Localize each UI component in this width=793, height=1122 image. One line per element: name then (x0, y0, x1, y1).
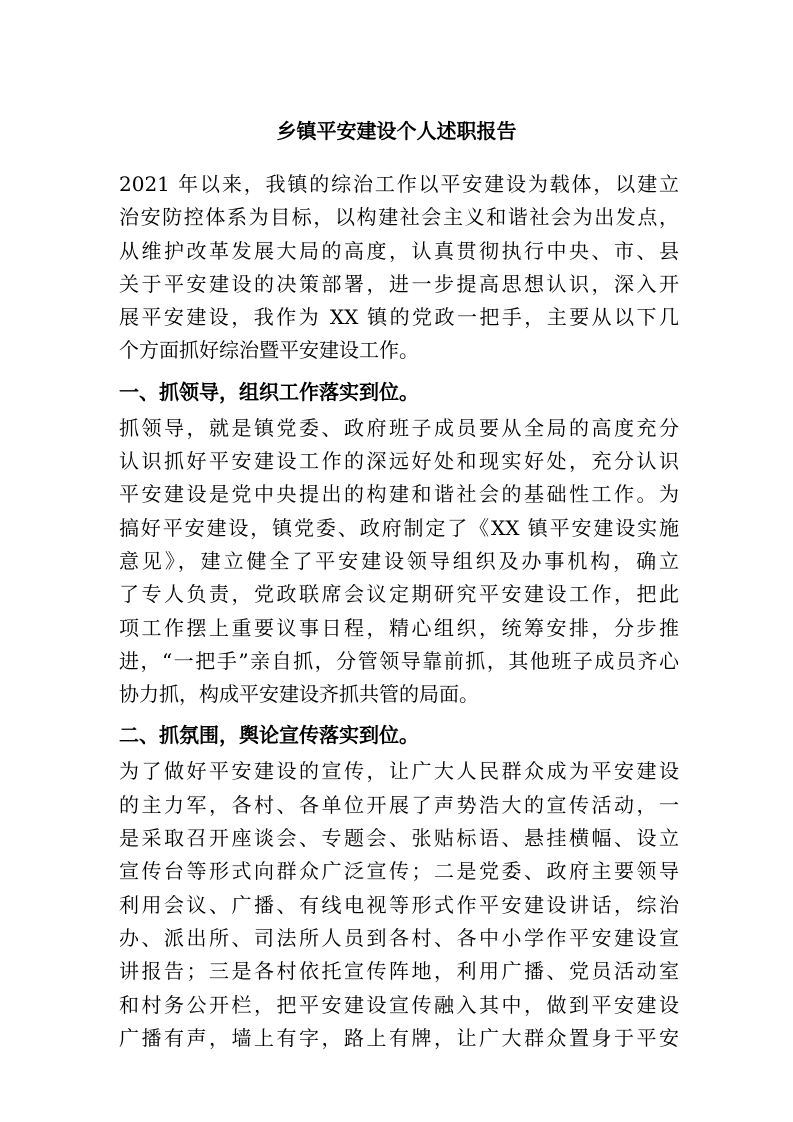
intro-line-6: 个方面抓好综治暨平安建设工作。 (119, 338, 419, 363)
intro-line-2: 治安防控体系为目标，以构建社会主义和谐社会为出发点， (119, 205, 679, 230)
document-body (119, 168, 679, 1055)
section-2-line-7: 讲报告；三是各村依托宣传阵地，利用广播、党员活动室 (119, 959, 679, 984)
section-2-line-4: 宣传台等形式向群众广泛宣传；二是党委、政府主要领导 (119, 859, 679, 884)
section-1-line-8: 进，“一把手”亲自抓，分管领导靠前抓，其他班子成员齐心 (119, 648, 679, 673)
section-1-line-4: 搞好平安建设，镇党委、政府制定了《XX 镇平安建设实施 (119, 515, 679, 540)
document-title: 乡镇平安建设个人述职报告 (276, 119, 517, 143)
section-2-line-9: 广播有声，墙上有字，路上有牌，让广大群众置身于平安 (119, 1025, 679, 1050)
section-1-heading: 一、抓领导，组织工作落实到位。 (119, 379, 419, 404)
section-1-line-7: 项工作摆上重要议事日程，精心组织，统筹安排，分步推 (119, 615, 679, 640)
section-2-line-1: 为了做好平安建设的宣传，让广大人民群众成为平安建设 (119, 759, 679, 784)
section-2-line-6: 办、派出所、司法所人员到各村、各中小学作平安建设宣 (119, 925, 679, 950)
section-2-line-3: 是采取召开座谈会、专题会、张贴标语、悬挂横幅、设立 (119, 826, 679, 851)
section-1-line-6: 了专人负责，党政联席会议定期研究平安建设工作，把此 (119, 582, 679, 607)
section-2-heading: 二、抓氛围，舆论宣传落实到位。 (119, 723, 419, 748)
intro-paragraph (119, 168, 679, 368)
section-1-line-5: 意见》，建立健全了平安建设领导组织及办事机构，确立 (119, 548, 679, 573)
section-1-line-9: 协力抓，构成平安建设齐抓共管的局面。 (119, 682, 479, 707)
section-1-line-2: 认识抓好平安建设工作的深远好处和现实好处，充分认识 (119, 449, 679, 474)
section-1-line-3: 平安建设是党中央提出的构建和谐社会的基础性工作。为 (119, 482, 679, 507)
section-1-line-1: 抓领导，就是镇党委、政府班子成员要从全局的高度充分 (119, 415, 679, 440)
intro-line-4: 关于平安建设的决策部署，进一步提高思想认识，深入开 (119, 271, 679, 296)
section-1-paragraph (119, 412, 679, 712)
intro-line-1: 2021 年以来，我镇的综治工作以平安建设为载体，以建立 (119, 172, 679, 196)
intro-line-5: 展平安建设，我作为 XX 镇的党政一把手，主要从以下几 (119, 305, 679, 330)
section-2-line-5: 利用会议、广播、有线电视等形式作平安建设讲话，综治 (119, 892, 679, 917)
section-2-line-2: 的主力军，各村、各单位开展了声势浩大的宣传活动，一 (119, 792, 679, 817)
section-2-line-8: 和村务公开栏，把平安建设宣传融入其中，做到平安建设 (119, 992, 679, 1017)
section-2-paragraph (119, 755, 679, 1055)
intro-line-3: 从维护改革发展大局的高度，认真贯彻执行中央、市、县 (119, 238, 679, 263)
